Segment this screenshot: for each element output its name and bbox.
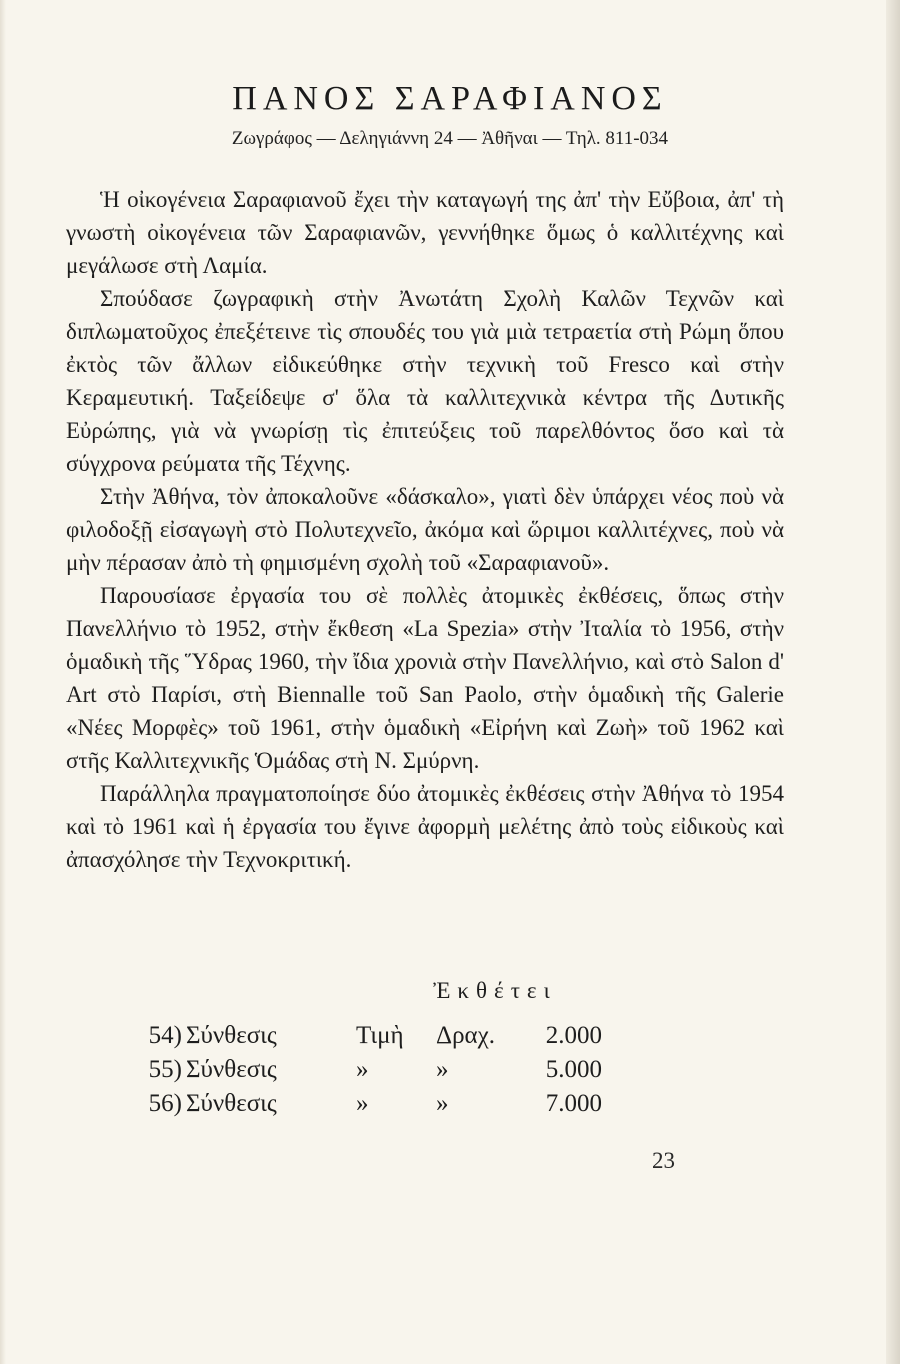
- paragraph-solo-shows: Παράλληλα πραγματοποίησε δύο ἀτομικὲς ἐκθέσεις στὴν Ἀθήνα τὸ 1954 καὶ τὸ 1961 καὶ ἡ ἐργασία του ἔγινε ἀφορμὴ μελέτης ἀπὸ τοὺς εἰδικοὺς καὶ ἀπασχόλησε τὴν Τεχνοκριτική.: [66, 781, 784, 872]
- exhibits-heading: Ἐκθέτει: [433, 978, 557, 1003]
- work-price: 7.000: [545, 1090, 602, 1117]
- work-currency: »: [436, 1056, 449, 1083]
- work-number: 56): [148, 1090, 182, 1117]
- page-number: 23: [652, 1148, 675, 1173]
- work-title: Σύνθεσις: [186, 1090, 277, 1117]
- work-price-label: »: [356, 1090, 369, 1117]
- page-left-edge: [0, 0, 6, 1364]
- work-price: 5.000: [545, 1056, 602, 1083]
- work-title: Σύνθεσις: [186, 1056, 277, 1083]
- paragraph-origin: Ἡ οἰκογένεια Σαραφιανοῦ ἔχει τὴν καταγωγή της ἀπ' τὴν Εὔβοια, ἀπ' τὴ γνωστὴ οἰκογένεια τῶν Σαραφιανῶν, γεννήθηκε ὅμως ὁ καλλιτέχνης καὶ μεγάλωσε στὴ Λαμία.: [66, 187, 784, 278]
- work-price: 2.000: [545, 1022, 602, 1049]
- work-price-label: »: [356, 1056, 369, 1083]
- work-number: 54): [148, 1022, 182, 1049]
- page-right-edge: [886, 0, 900, 1364]
- paragraph-studies: Σπούδασε ζωγραφικὴ στὴν Ἀνωτάτη Σχολὴ Καλῶν Τεχνῶν καὶ διπλωματοῦχος ἐπεξέτεινε τὶς σπουδές του γιὰ μιὰ τετραετία στὴ Ρώμη ὅπου ἐκτὸς τῶν ἄλλων εἰδικεύθηκε στὴν τεχνικὴ τοῦ Fresco καὶ στὴν Κεραμευτική. Ταξείδεψε σ' ὅλα τὰ καλλιτεχνικὰ κέντρα τῆς Δυτικῆς Εὐρώπης, γιὰ νὰ γνωρίσῃ τὶς ἐπιτεύξεις τοῦ παρελθόντος ὅσο καὶ τὰ σύγχρονα ρεύματα τῆς Τέχνης.: [66, 286, 784, 476]
- list-item: [130, 1056, 630, 1090]
- paragraph-teacher: Στὴν Ἀθήνα, τὸν ἀποκαλοῦνε «δάσκαλο», γιατὶ δὲν ὑπάρχει νέος ποὺ νὰ φιλοδοξῇ εἰσαγωγὴ στὸ Πολυτεχνεῖο, ἀκόμα καὶ ὥριμοι καλλιτέχνες, ποὺ νὰ μὴν πέρασαν ἀπὸ τὴ φημισμένη σχολὴ τοῦ «Σαραφιανοῦ».: [66, 484, 784, 575]
- work-number: 55): [148, 1056, 182, 1083]
- artist-name-heading: ΠΑΝΟΣ ΣΑΡΑΦΙΑΝΟΣ: [232, 80, 668, 117]
- paragraph-exhibitions: Παρουσίασε ἐργασία του σὲ πολλὲς ἀτομικὲς ἐκθέσεις, ὅπως στὴν Πανελλήνιο τὸ 1952, στὴν ἔκθεση «La Spezia» στὴν Ἰταλία τὸ 1956, στὴν ὁμαδικὴ τῆς Ὕδρας 1960, τὴν ἴδια χρονιὰ στὴν Πανελλήνιο, καὶ στὸ Salon d' Art στὸ Παρίσι, στὴ Biennalle τοῦ San Paolo, στὴν ὁμαδικὴ τῆς Galerie «Νέες Μορφὲς» τοῦ 1961, στὴν ὁμαδικὴ «Εἰρήνη καὶ Ζωὴ» τοῦ 1962 καὶ στῆς Καλλιτεχνικῆς Ὁμάδας στὴ Ν. Σμύρνη.: [66, 583, 784, 773]
- artist-contact-line: Ζωγράφος — Δεληγιάννη 24 — Ἀθῆναι — Τηλ. 811-034: [231, 128, 669, 149]
- exhibited-works-list: [130, 1022, 630, 1124]
- work-currency: Δραχ.: [436, 1022, 495, 1049]
- list-item: [130, 1022, 630, 1056]
- work-currency: »: [436, 1090, 449, 1117]
- work-title: Σύνθεσις: [186, 1022, 277, 1049]
- biography-text: [66, 183, 784, 876]
- list-item: [130, 1090, 630, 1124]
- work-price-label: Τιμὴ: [356, 1022, 404, 1049]
